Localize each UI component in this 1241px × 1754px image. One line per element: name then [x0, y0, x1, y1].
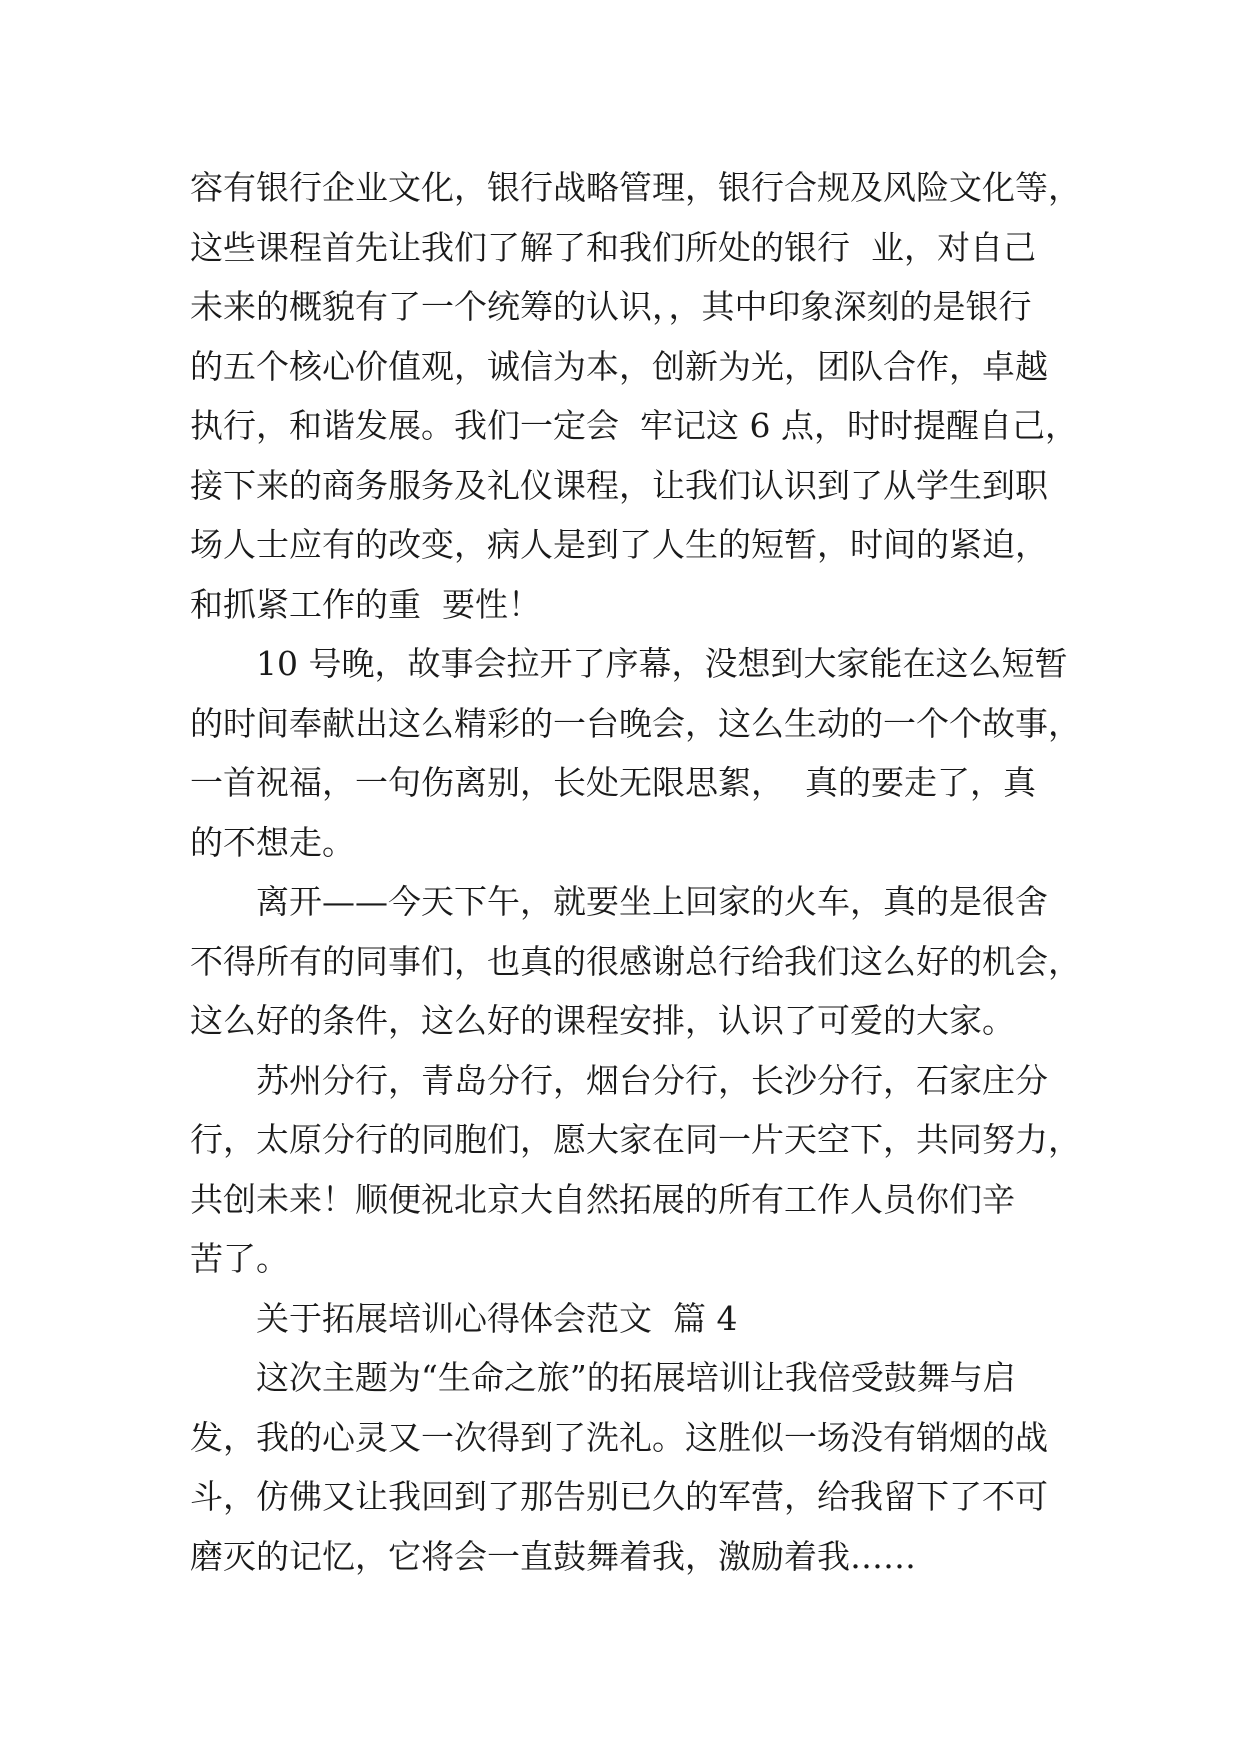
text-line: 斗，仿佛又让我回到了那告别已久的军营，给我留下了不可 [190, 1477, 1048, 1516]
text-line: 这次主题为“生命之旅”的拓展培训让我倍受鼓舞与启 [256, 1358, 1016, 1397]
text-line: 离开——今天下午，就要坐上回家的火车，真的是很舍 [256, 882, 1048, 921]
text-line: 未来的概貌有了一个统筹的认识，，其中印象深刻的是银行 [190, 287, 1032, 326]
text-line: 发，我的心灵又一次得到了洗礼。这胜似一场没有销烟的战 [190, 1417, 1048, 1457]
text-line: 执行，和谐发展。我们一定会 牢记这 6 点，时时提醒自己， [190, 406, 1078, 445]
text-line: 行，太原分行的同胞们，愿大家在同一片天空下，共同努力， [190, 1120, 1081, 1159]
text-line: 苏州分行，青岛分行，烟台分行，长沙分行，石家庄分 [256, 1060, 1048, 1100]
text-line: 接下来的商务服务及礼仪课程，让我们认识到了从学生到职 [190, 465, 1048, 505]
text-line: 磨灭的记忆，它将会一直鼓舞着我，激励着我…… [190, 1536, 916, 1576]
text-line: 不得所有的同事们，也真的很感谢总行给我们这么好的机会， [190, 941, 1081, 981]
text-line: 这些课程首先让我们了解了和我们所处的银行 业，对自己 [190, 227, 1036, 267]
text-line: 的时间奉献出这么精彩的一台晚会，这么生动的一个个故事， [190, 703, 1081, 743]
text-line: 关于拓展培训心得体会范文 篇 4 [256, 1298, 738, 1338]
text-line: 的五个核心价值观，诚信为本，创新为光，团队合作，卓越 [190, 346, 1048, 386]
text-line: 一首祝福，一句伤离别，长处无限思絮， 真的要走了，真 [190, 763, 1036, 802]
text-line: 容有银行企业文化，银行战略管理，银行合规及风险文化等， [190, 168, 1081, 207]
text-line: 共创未来！顺便祝北京大自然拓展的所有工作人员你们辛 [190, 1179, 1015, 1219]
document-body [190, 158, 1081, 1586]
text-line: 场人士应有的改变，病人是到了人生的短暂，时间的紧迫， [190, 525, 1048, 564]
text-line: 的不想走。 [190, 822, 355, 862]
text-line: 苦了。 [190, 1239, 289, 1278]
text-line: 10 号晚，故事会拉开了序幕，没想到大家能在这么短暂 [256, 644, 1068, 683]
text-line: 这么好的条件，这么好的课程安排，认识了可爱的大家。 [190, 1001, 1015, 1040]
text-line: 和抓紧工作的重 要性！ [190, 584, 541, 624]
